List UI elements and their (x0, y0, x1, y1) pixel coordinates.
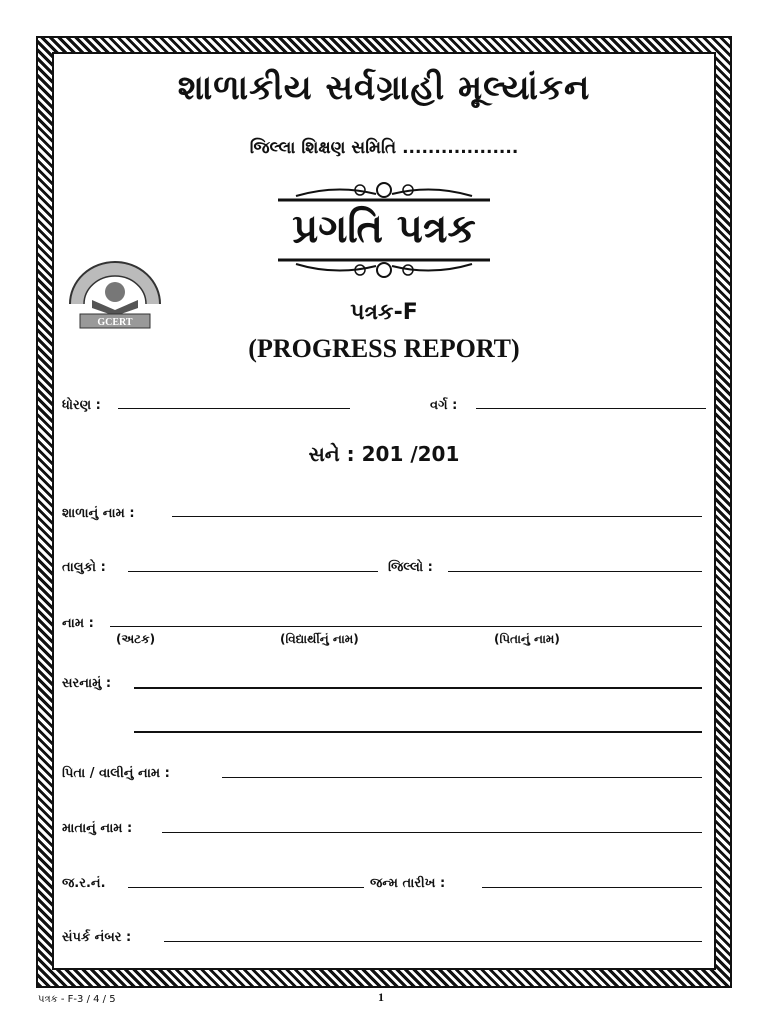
standard-label: ધોરણ : (62, 398, 101, 413)
student-name-hint: (વિદ્યાર્થીનું નામ) (280, 632, 359, 646)
bottom-ornament-icon (276, 254, 492, 280)
district-label: જિલ્લો : (388, 560, 433, 575)
gr-number-label: જ.ર.નં. (62, 876, 106, 891)
division-field[interactable] (476, 408, 706, 409)
report-title: પ્રગતિ પત્રક (292, 206, 476, 252)
page-number: 1 (378, 990, 384, 1004)
mother-field[interactable] (162, 832, 702, 833)
school-name-label: શાળાનું નામ : (62, 506, 135, 521)
contact-field[interactable] (164, 941, 702, 942)
english-title: (PROGRESS REPORT) (248, 334, 520, 363)
address-field-line-1[interactable] (134, 687, 702, 689)
form-title: શાળાકીય સર્વગ્રાહી મૂલ્યાંકન (177, 68, 591, 108)
name-field[interactable] (110, 626, 702, 627)
surname-hint: (અટક) (116, 632, 156, 646)
gr-number-field[interactable] (128, 887, 364, 888)
taluka-field[interactable] (128, 571, 378, 572)
address-field-line-2[interactable] (134, 731, 702, 733)
committee-line: જિલ્લા શિક્ષણ સમિતિ .................. (249, 138, 519, 158)
dob-field[interactable] (482, 887, 702, 888)
form-code-footer: પત્રક - F-3 / 4 / 5 (38, 994, 116, 1005)
form-code: પત્રક-F (350, 300, 418, 325)
taluka-label: તાલુકો : (62, 560, 106, 575)
father-name-hint: (પિતાનું નામ) (494, 632, 560, 646)
academic-year: સને : 201 /201 (308, 442, 460, 466)
guardian-field[interactable] (222, 777, 702, 778)
top-ornament-icon (276, 180, 492, 206)
name-label: નામ : (62, 616, 94, 631)
district-field[interactable] (448, 571, 702, 572)
contact-label: સંપર્ક નંબર : (62, 930, 132, 945)
dob-label: જન્મ તારીખ : (370, 876, 446, 891)
address-label: સરનામું : (62, 676, 112, 691)
logo-text: GCERT (97, 317, 133, 328)
guardian-label: પિતા / વાલીનું નામ : (62, 766, 170, 781)
gcert-logo (62, 252, 168, 338)
school-name-field[interactable] (172, 516, 702, 517)
standard-field[interactable] (118, 408, 350, 409)
mother-label: માતાનું નામ : (62, 821, 133, 836)
division-label: વર્ગ : (430, 398, 458, 413)
